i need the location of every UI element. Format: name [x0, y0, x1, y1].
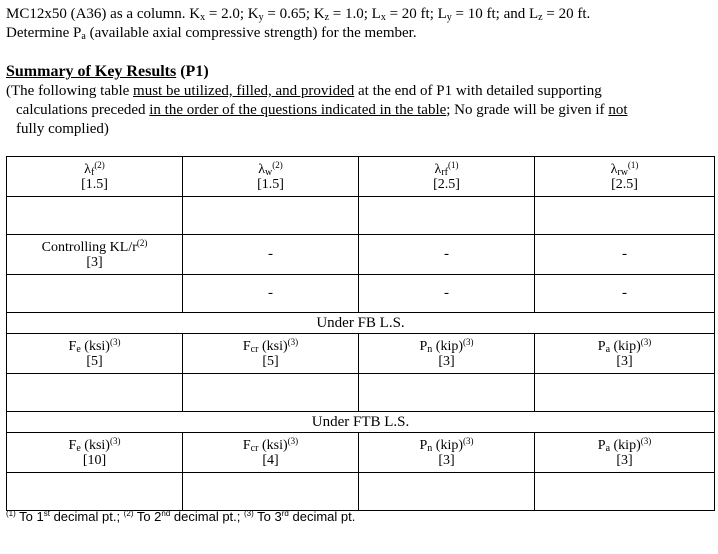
summary-heading-text: Summary of Key Results	[6, 63, 177, 80]
summary-heading	[6, 63, 209, 81]
footnote-text-3b: decimal pt.	[288, 509, 356, 524]
unit: (kip)	[610, 338, 641, 354]
fb-fe-cell	[7, 334, 183, 374]
points: [2.5]	[433, 176, 460, 192]
instruction-line-2	[16, 101, 627, 119]
note-mark: (3)	[109, 435, 121, 446]
note-mark: (1)	[447, 159, 459, 170]
lambda-f-sub: f	[90, 166, 95, 178]
dash-cell: -	[535, 235, 715, 275]
note-mark: (3)	[640, 435, 652, 446]
lambda-rw-cell	[535, 157, 715, 197]
ftb-section-row	[7, 412, 715, 433]
instr3-text: fully complied)	[16, 121, 109, 137]
note-mark: (2)	[94, 159, 105, 170]
dash-cell: -	[359, 235, 535, 275]
slenderness-header-row	[7, 157, 715, 197]
unit: (ksi)	[80, 437, 110, 453]
fb-answer-row	[7, 374, 715, 412]
ftb-fe-cell	[7, 433, 183, 473]
unit: (ksi)	[258, 338, 288, 354]
ly-value: = 10 ft; and L	[451, 6, 539, 22]
key-results-table	[6, 156, 715, 511]
kx-sub: x	[200, 12, 206, 23]
problem-line-2	[6, 24, 417, 42]
ky-sub: y	[258, 12, 264, 23]
slenderness-answer-row	[7, 197, 715, 235]
symbol: F	[242, 338, 251, 354]
footnote-mark-3: (3)	[244, 509, 254, 518]
ordinal-st: st	[43, 509, 50, 518]
instr2-pre: calculations preceded	[16, 102, 150, 118]
instr1-underlined: must be utilized, filled, and provided	[133, 83, 355, 99]
ftb-section-title: Under FTB L.S.	[7, 412, 715, 433]
footnote-mark-1: (1)	[6, 509, 16, 518]
symbol-sub: cr	[250, 442, 259, 454]
answer-cell[interactable]	[535, 473, 715, 511]
points: [3]	[438, 353, 455, 369]
lambda-w-sub: w	[265, 166, 273, 178]
kz-value: = 1.0; L	[329, 6, 381, 22]
answer-cell[interactable]	[7, 275, 183, 313]
points: [3]	[438, 452, 455, 468]
instruction-line-1	[6, 82, 602, 100]
controlling-answer-row	[7, 275, 715, 313]
fb-pa-cell	[535, 334, 715, 374]
points: [2.5]	[611, 176, 638, 192]
unit: (kip)	[432, 338, 463, 354]
answer-cell[interactable]	[7, 197, 183, 235]
pa-sub: a	[81, 31, 86, 42]
note-mark: (2)	[136, 237, 148, 248]
symbol: F	[242, 437, 251, 453]
lx-sub: x	[380, 12, 386, 23]
instr2-not: not	[608, 102, 628, 118]
symbol: F	[68, 338, 77, 354]
ftb-answer-row	[7, 473, 715, 511]
determine-text: Determine P	[6, 25, 82, 41]
points: [5]	[262, 353, 279, 369]
footnote-text-2: To 2	[133, 509, 162, 524]
dash-cell: -	[359, 275, 535, 313]
dash-cell: -	[183, 235, 359, 275]
symbol: F	[68, 437, 77, 453]
symbol-sub: n	[427, 343, 433, 355]
instruction-line-3	[16, 120, 109, 138]
symbol-sub: a	[605, 442, 611, 454]
answer-cell[interactable]	[535, 374, 715, 412]
kx-value: = 2.0; K	[205, 6, 259, 22]
member-text: MC12x50 (A36) as a column. K	[6, 6, 201, 22]
instr2-underlined: in the order of the questions indicated in the table	[149, 102, 447, 118]
dash-cell: -	[535, 275, 715, 313]
symbol-sub: n	[427, 442, 433, 454]
note-mark: (3)	[640, 336, 652, 347]
answer-cell[interactable]	[359, 473, 535, 511]
note-mark: (3)	[287, 336, 299, 347]
note-mark: (3)	[109, 336, 121, 347]
lambda-symbol: λ	[610, 161, 618, 177]
points: [3]	[86, 254, 103, 270]
answer-cell[interactable]	[183, 374, 359, 412]
lambda-symbol: λ	[434, 161, 442, 177]
symbol-sub: e	[76, 442, 81, 454]
controlling-header-row	[7, 235, 715, 275]
controlling-label: Controlling KL/r	[41, 239, 137, 255]
summary-heading-suffix: (P1)	[176, 63, 209, 80]
points: [3]	[616, 452, 633, 468]
points: [5]	[86, 353, 103, 369]
unit: (ksi)	[258, 437, 288, 453]
lambda-symbol: λ	[258, 161, 266, 177]
note-mark: (2)	[272, 159, 283, 170]
instr1-pre: (The following table	[6, 83, 134, 99]
kz-sub: z	[324, 12, 330, 23]
fb-fcr-cell	[183, 334, 359, 374]
points: [10]	[82, 452, 107, 468]
ky-value: = 0.65; K	[263, 6, 325, 22]
answer-cell[interactable]	[535, 197, 715, 235]
symbol: P	[597, 437, 606, 453]
fb-header-row	[7, 334, 715, 374]
lambda-rf-cell	[359, 157, 535, 197]
note-mark: (1)	[627, 159, 639, 170]
note-mark: (3)	[287, 435, 299, 446]
ftb-fcr-cell	[183, 433, 359, 473]
symbol: P	[597, 338, 606, 354]
answer-cell[interactable]	[183, 473, 359, 511]
instr1-post: at the end of P1 with detailed supporting	[354, 83, 602, 99]
instr2-post: ; No grade will be given if	[446, 102, 609, 118]
lambda-w-cell	[183, 157, 359, 197]
answer-cell[interactable]	[359, 374, 535, 412]
fb-pn-cell	[359, 334, 535, 374]
points: [1.5]	[257, 176, 284, 192]
lambda-symbol: λ	[84, 161, 91, 177]
lz-sub: z	[538, 12, 543, 23]
ordinal-nd: nd	[161, 509, 171, 518]
footnote-text-1: To 1	[15, 509, 44, 524]
lambda-f-cell	[7, 157, 183, 197]
footnote-text-3: To 3	[253, 509, 282, 524]
unit: (kip)	[610, 437, 641, 453]
note-mark: (3)	[463, 336, 474, 347]
lz-value: = 20 ft.	[542, 6, 591, 22]
unit: (ksi)	[80, 338, 110, 354]
determine-rest: (available axial compressive strength) for the member.	[85, 25, 417, 41]
answer-cell[interactable]	[7, 374, 183, 412]
ly-sub: y	[446, 12, 452, 23]
unit: (kip)	[432, 437, 463, 453]
controlling-klr-cell	[7, 235, 183, 275]
ordinal-rd: rd	[281, 509, 289, 518]
answer-cell[interactable]	[359, 197, 535, 235]
problem-line-1	[6, 5, 590, 23]
ftb-pn-cell	[359, 433, 535, 473]
symbol: P	[419, 437, 428, 453]
answer-cell[interactable]	[7, 473, 183, 511]
fb-section-title: Under FB L.S.	[7, 313, 715, 334]
lx-value: = 20 ft; L	[385, 6, 447, 22]
answer-cell[interactable]	[183, 197, 359, 235]
symbol-sub: a	[605, 343, 611, 355]
points: [4]	[262, 452, 279, 468]
fb-section-row	[7, 313, 715, 334]
note-mark: (3)	[463, 435, 474, 446]
symbol-sub: e	[76, 343, 81, 355]
dash-cell: -	[183, 275, 359, 313]
lambda-rw-sub: rw	[617, 166, 628, 178]
points: [1.5]	[81, 176, 108, 192]
ftb-header-row	[7, 433, 715, 473]
lambda-rf-sub: rf	[441, 166, 448, 178]
symbol: P	[419, 338, 428, 354]
footnote-mark-2: (2)	[123, 509, 134, 518]
symbol-sub: cr	[250, 343, 259, 355]
ftb-pa-cell	[535, 433, 715, 473]
points: [3]	[616, 353, 633, 369]
footnote	[6, 509, 355, 524]
footnote-text-1b: decimal pt.;	[49, 509, 124, 524]
footnote-text-2b: decimal pt.;	[170, 509, 245, 524]
